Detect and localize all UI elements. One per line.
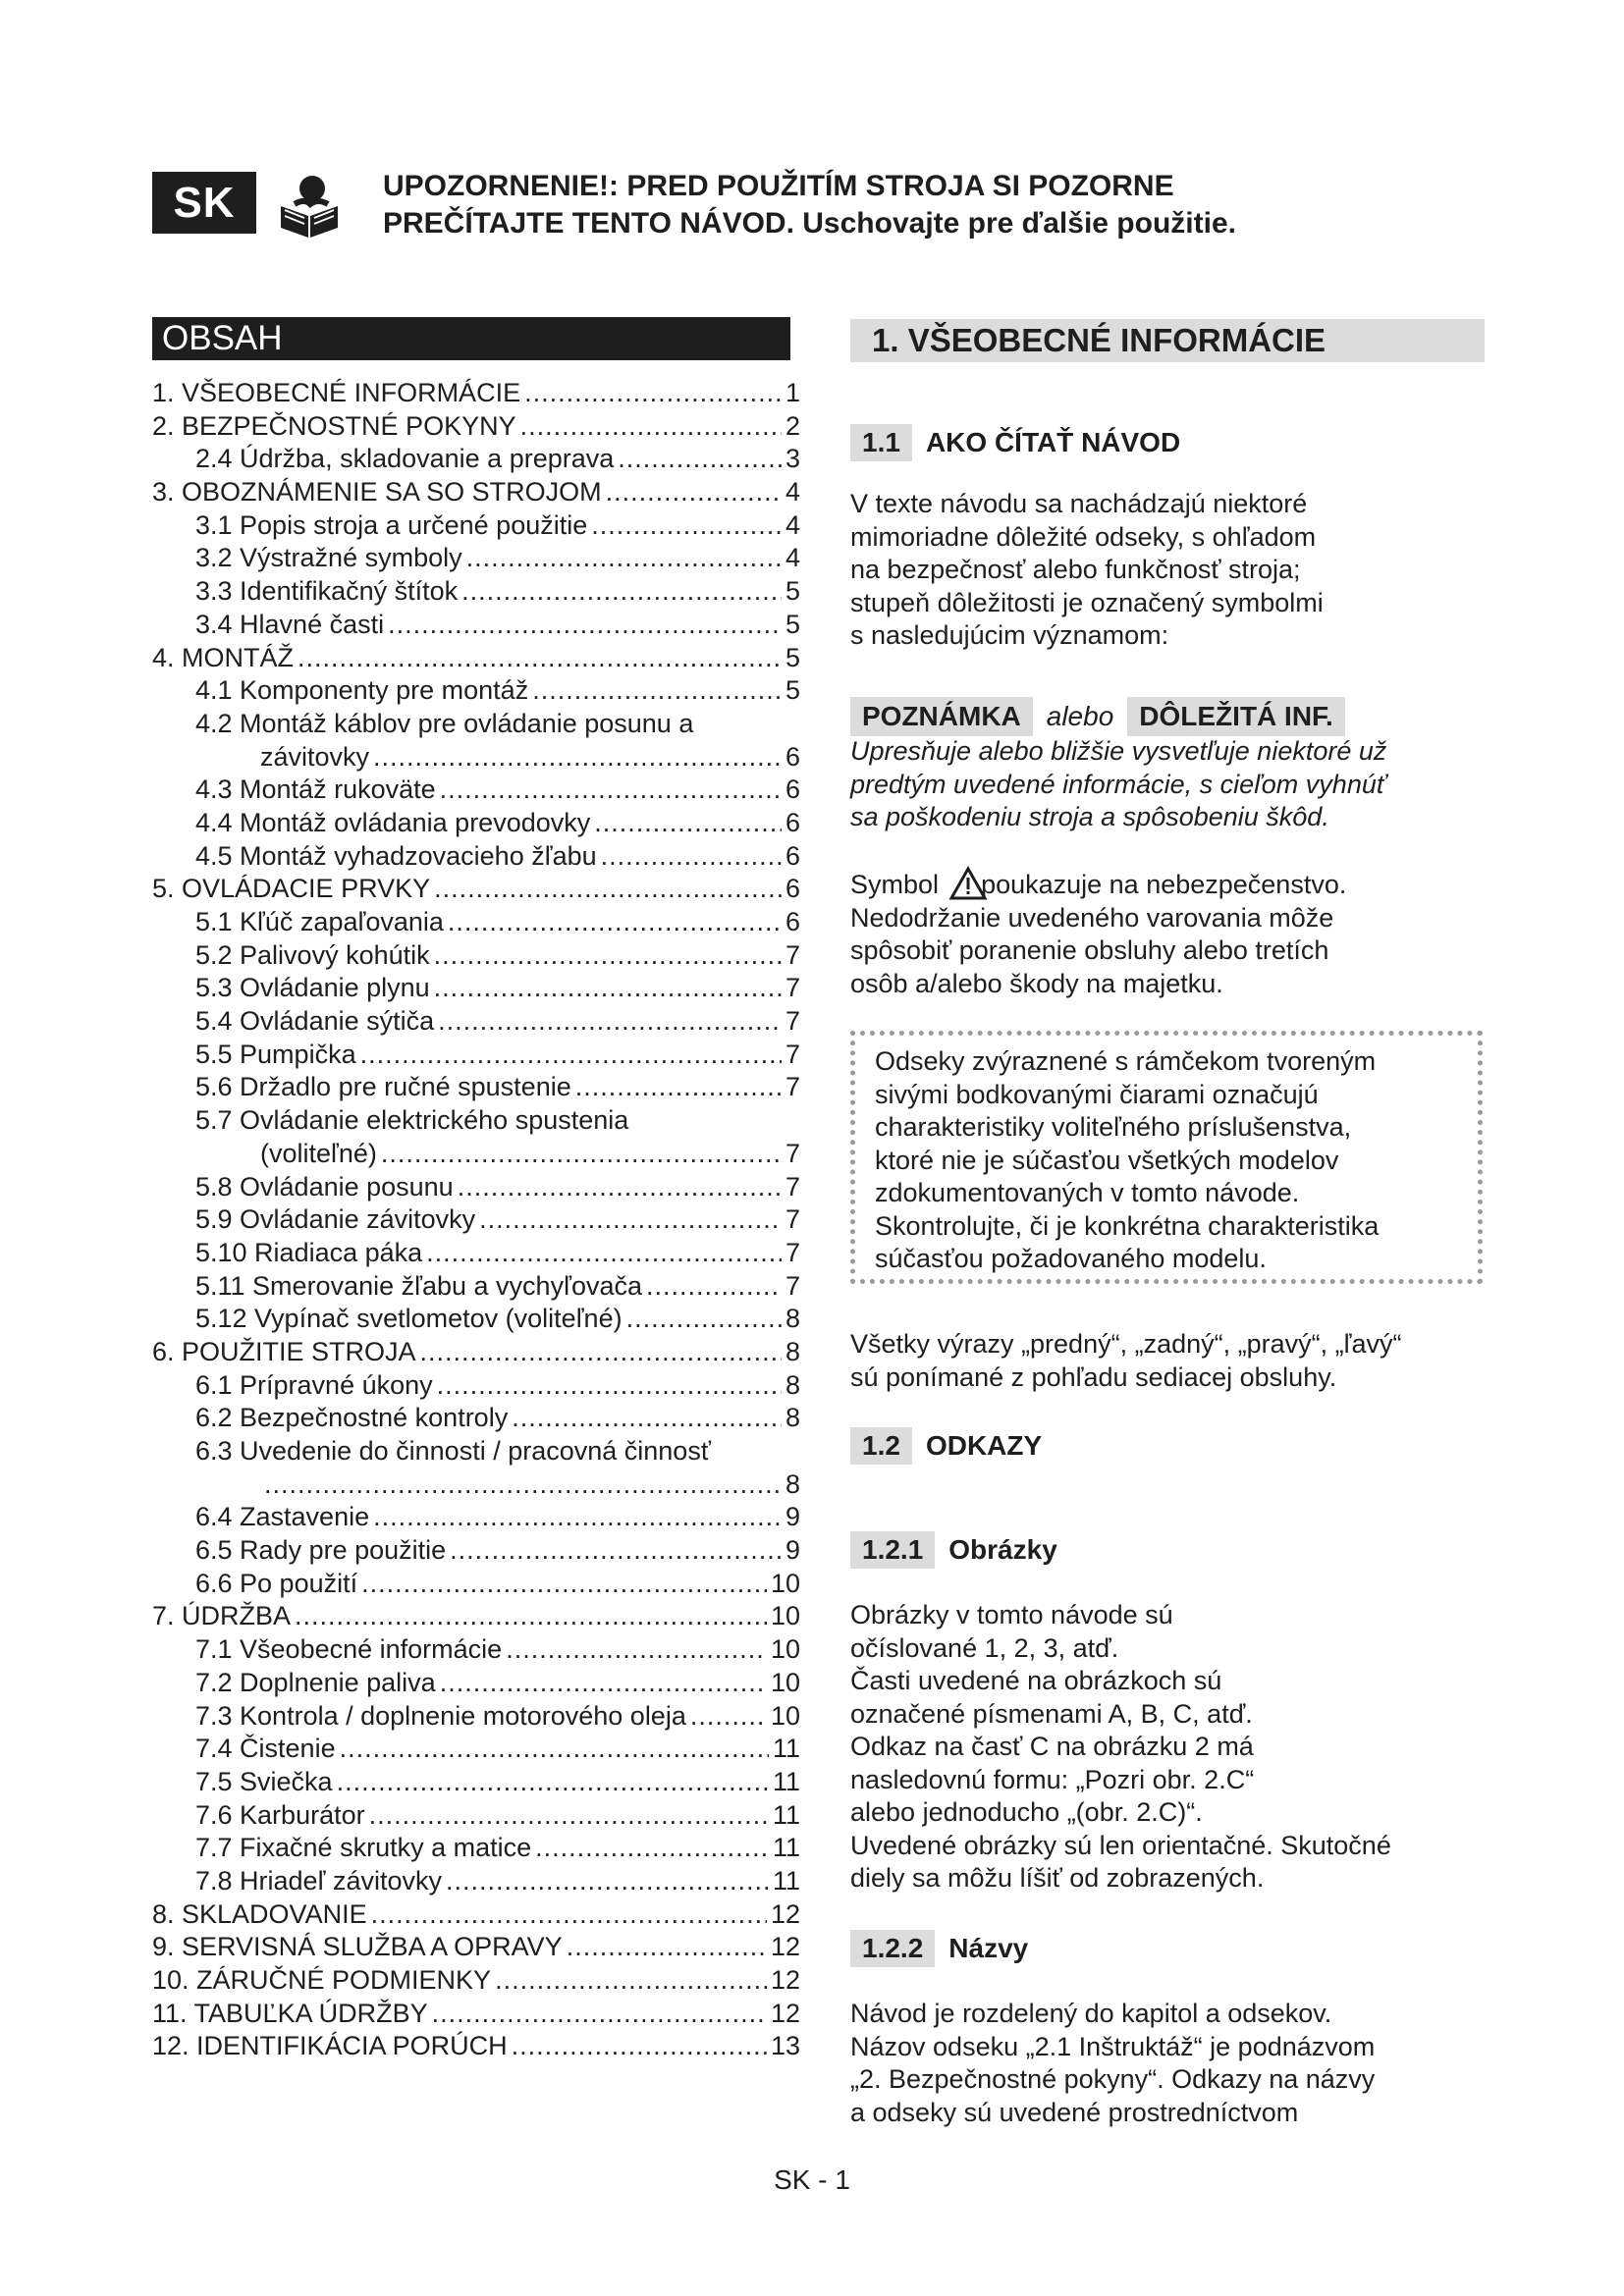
toc-entry-title: 7.2 Doplnenie paliva	[195, 1667, 436, 1697]
toc-entry[interactable]	[152, 906, 800, 939]
toc-entry-title: 6.1 Prípravné úkony	[195, 1369, 433, 1400]
toc-leader-dots	[434, 939, 782, 973]
toc-entry[interactable]	[152, 939, 800, 973]
toc-entry[interactable]	[152, 642, 800, 675]
toc-entry[interactable]	[152, 1039, 800, 1072]
toc-entry[interactable]	[152, 1270, 800, 1304]
text-line: sú ponímané z pohľadu sediacej obsluhy.	[850, 1362, 1337, 1392]
text-line: V texte návodu sa nachádzajú niektoré	[850, 489, 1308, 518]
text-line: sivými bodkovanými čiarami označujú	[875, 1079, 1319, 1109]
toc-entry-page: 10	[770, 1700, 800, 1731]
toc-entry-title: 6.6 Po použití	[195, 1568, 358, 1598]
toc-entry-page: 11	[772, 1766, 800, 1796]
toc-entry-title: 2. BEZPEČNOSTNÉ POKYNY	[152, 410, 516, 441]
toc-entry[interactable]	[152, 1435, 800, 1468]
toc-entry-title: 1. VŠEOBECNÉ INFORMÁCIE	[152, 378, 521, 407]
toc-entry-page: 11	[772, 1833, 800, 1863]
toc-entry[interactable]	[152, 1766, 800, 1799]
toc-entry[interactable]	[152, 1005, 800, 1039]
toc-entry[interactable]	[152, 1931, 800, 1964]
section-1-1-paragraph	[850, 488, 1479, 653]
toc-entry-title: 7.4 Čistenie	[195, 1734, 336, 1764]
toc-entry-page: 7	[785, 1204, 800, 1235]
toc-entry[interactable]	[152, 1303, 800, 1336]
text-line: „2. Bezpečnostné pokyny“. Odkazy na názvy	[850, 2064, 1376, 2094]
toc-leader-dots	[369, 1799, 769, 1833]
toc-entry-page: 8	[785, 1304, 800, 1334]
toc-entry-page: 2	[785, 410, 800, 441]
toc-entry-page: 5	[785, 576, 800, 607]
important-label: DÔLEŽITÁ INF.	[1127, 697, 1345, 736]
toc-entry-title: 4.4 Montáž ovládania prevodovky	[195, 807, 591, 837]
text-line: Názov odseku „2.1 Inštruktáž“ je podnázvom	[850, 2031, 1376, 2061]
toc-entry-title: 5. OVLÁDACIE PRVKY	[152, 874, 431, 904]
toc-leader-dots	[646, 1270, 782, 1304]
toc-leader-dots	[458, 1171, 782, 1204]
toc-entry-title: 10. ZÁRUČNÉ PODMIENKY	[152, 1965, 492, 1995]
toc-entry[interactable]	[152, 377, 800, 410]
toc-entry[interactable]	[152, 1832, 800, 1865]
toc-entry-page: 10	[770, 1568, 800, 1598]
toc-entry[interactable]	[152, 1998, 800, 2031]
toc-entry-title: 8. SKLADOVANIE	[152, 1898, 367, 1929]
toc-leader-dots	[373, 741, 782, 774]
toc-leader-dots	[532, 674, 782, 708]
text-line: s nasledujúcim významom:	[850, 620, 1169, 650]
section-1-2-1-title: Obrázky	[948, 1534, 1057, 1565]
toc-entry[interactable]	[152, 1865, 800, 1898]
text-line: stupeň dôležitosti je označený symbolmi	[850, 587, 1324, 617]
toc-entry-title: 7.1 Všeobecné informácie	[195, 1634, 503, 1665]
page-number: SK - 1	[774, 2164, 850, 2195]
toc-leader-dots	[440, 774, 782, 807]
toc-entry-page: 5	[785, 609, 800, 639]
toc-entry-page: 6	[785, 774, 800, 805]
toc-leader-dots	[381, 1138, 782, 1171]
text-line: alebo jednoducho „(obr. 2.C)“.	[850, 1797, 1203, 1827]
toc-leader-dots	[440, 1667, 767, 1700]
toc-entry[interactable]	[152, 972, 800, 1005]
toc-entry-page: 11	[772, 1799, 800, 1830]
toc-entry[interactable]	[152, 1568, 800, 1601]
toc-entry-page: 9	[785, 1502, 800, 1532]
toc-leader-dots	[438, 1005, 782, 1039]
toc-entry-title: 4.2 Montáž káblov pre ovládanie posunu a	[195, 708, 694, 738]
toc-entry-page: 7	[785, 1270, 800, 1301]
toc-entry-title: 3. OBOZNÁMENIE SA SO STROJOM	[152, 477, 602, 507]
toc-entry-page: 6	[785, 840, 800, 871]
toc-leader-dots	[479, 1203, 782, 1237]
toc-entry[interactable]	[152, 1104, 800, 1138]
toc-leader-dots	[495, 1964, 767, 1998]
text-line: nasledovnú formu: „Pozri obr. 2.C“	[850, 1764, 1255, 1794]
toc-entry-page: 10	[770, 1667, 800, 1697]
toc-entry-page: 5	[785, 675, 800, 706]
toc-leader-dots	[575, 1071, 782, 1104]
toc-leader-dots	[601, 840, 782, 874]
toc-entry[interactable]	[152, 1700, 800, 1734]
toc-entry[interactable]	[152, 1600, 800, 1633]
toc-entry[interactable]	[152, 542, 800, 575]
toc-entry-title: 7.7 Fixačné skrutky a matice	[195, 1833, 532, 1863]
toc-entry-page: 8	[785, 1336, 800, 1366]
toc-entry[interactable]	[152, 674, 800, 708]
toc-entry[interactable]	[152, 1138, 800, 1171]
toc-leader-dots	[437, 1369, 782, 1403]
toc-entry[interactable]	[152, 1071, 800, 1104]
toc-entry[interactable]	[152, 2030, 800, 2063]
text-line: charakteristiky voliteľného príslušenstva,	[875, 1112, 1352, 1142]
toc-entry-page: 7	[785, 1006, 800, 1037]
toc-entry-page: 3	[785, 444, 800, 474]
toc-entry-title: 6. POUŽITIE STROJA	[152, 1336, 416, 1366]
toc-entry[interactable]	[152, 1633, 800, 1667]
toc-entry[interactable]	[152, 1733, 800, 1766]
toc-leader-dots	[373, 1501, 782, 1534]
toc-entry-page: 7	[785, 1171, 800, 1201]
text-line: osôb a/alebo škody na majetku.	[850, 968, 1223, 998]
toc-entry[interactable]	[152, 1203, 800, 1237]
toc-leader-dots	[426, 1237, 782, 1270]
toc-leader-dots	[450, 1534, 782, 1568]
toc-entry-title: 5.11 Smerovanie žľabu a vychyľovača	[195, 1270, 642, 1301]
symbol-paragraph	[850, 866, 1479, 1000]
toc-entry-title: 4.1 Komponenty pre montáž	[195, 675, 529, 706]
warning-line-2: PREČÍTAJTE TENTO NÁVOD. Uschovajte pre ďalšie použitie.	[383, 207, 1236, 240]
toc-entry-title: 5.12 Vypínač svetlometov (voliteľné)	[195, 1304, 623, 1334]
toc-leader-dots	[434, 873, 782, 906]
toc-entry[interactable]	[152, 1468, 800, 1502]
toc-entry[interactable]	[152, 807, 800, 840]
toc-entry-title: 5.1 Kľúč zapaľovania	[195, 907, 444, 936]
toc-entry[interactable]	[152, 1171, 800, 1204]
toc-leader-dots	[298, 642, 782, 675]
toc-entry[interactable]	[152, 840, 800, 874]
section-1-2-2-title: Názvy	[948, 1933, 1029, 1963]
toc-leader-dots	[340, 1733, 769, 1766]
toc-entry-page: 9	[785, 1535, 800, 1566]
section-1-2-1-paragraph	[850, 1599, 1479, 1896]
toc-entry-title: 4.3 Montáž rukoväte	[195, 774, 436, 805]
toc-entry-page: 12	[770, 1898, 800, 1929]
section-1-2-1-heading	[850, 1531, 1057, 1569]
toc-entry[interactable]	[152, 575, 800, 609]
text-line: súčasťou požadovaného modelu.	[875, 1244, 1267, 1273]
toc-entry-page: 4	[785, 509, 800, 540]
text-line: Nedodržanie uvedeného varovania môže	[850, 902, 1334, 933]
toc-entry-page: 7	[785, 1138, 800, 1168]
toc-entry-page: 5	[785, 642, 800, 672]
toc-entry-title: 6.2 Bezpečnostné kontroly	[195, 1403, 509, 1433]
toc-entry[interactable]	[152, 509, 800, 543]
toc-entry-title: 5.8 Ovládanie posunu	[195, 1171, 454, 1201]
text-line: a odseky sú uvedené prostredníctvom	[850, 2097, 1299, 2127]
note-or: alebo	[1046, 701, 1114, 731]
text-line: Časti uvedené na obrázkoch sú	[850, 1666, 1222, 1695]
toc-entry-page: 7	[785, 973, 800, 1003]
toc-leader-dots	[432, 1998, 767, 2031]
toc-entry-page: 8	[785, 1468, 800, 1499]
text-line: ktoré nie je súčasťou všetkých modelov	[875, 1145, 1339, 1175]
toc-leader-dots	[606, 476, 782, 509]
toc-entry[interactable]	[152, 1402, 800, 1435]
toc-entry-title: 7.8 Hriadeľ závitovky	[195, 1865, 442, 1896]
toc-entry-page: 12	[770, 1965, 800, 1995]
toc-entry[interactable]	[152, 1964, 800, 1998]
toc-entry[interactable]	[152, 1336, 800, 1369]
toc-entry-title: 7. ÚDRŽBA	[152, 1601, 292, 1631]
symbol-word: Symbol	[850, 870, 940, 899]
section-1-2-1-number: 1.2.1	[850, 1531, 935, 1569]
toc-entry-page: 7	[785, 939, 800, 970]
text-line: zdokumentovaných v tomto návode.	[875, 1178, 1300, 1207]
toc-leader-dots	[690, 1700, 767, 1734]
text-line: predtým uvedené informácie, s cieľom vyhnúť	[850, 769, 1386, 799]
toc-leader-dots	[434, 972, 782, 1005]
toc-leader-dots	[512, 2030, 767, 2063]
toc-entry[interactable]	[152, 1369, 800, 1403]
toc-list	[152, 377, 800, 2063]
note-paragraph	[850, 735, 1479, 834]
text-line: mimoriadne dôležité odseky, s ohľadom	[850, 521, 1317, 552]
toc-entry[interactable]	[152, 410, 800, 444]
toc-entry-title: 11. TABUĽKA ÚDRŽBY	[152, 1998, 428, 2028]
toc-entry-page: 13	[770, 2031, 800, 2061]
toc-entry-page: 8	[785, 1369, 800, 1400]
toc-entry-page: 6	[785, 907, 800, 936]
read-manual-icon	[275, 169, 344, 240]
text-line: Obrázky v tomto návode sú	[850, 1600, 1173, 1629]
section-1-2-2-number: 1.2.2	[850, 1930, 935, 1967]
toc-entry-title: závitovky	[260, 741, 370, 772]
toc-leader-dots	[420, 1336, 782, 1369]
toc-entry-title: 9. SERVISNÁ SLUŽBA A OPRAVY	[152, 1932, 563, 1962]
text-line: na bezpečnosť alebo funkčnosť stroja;	[850, 555, 1301, 584]
toc-leader-dots	[371, 1898, 767, 1932]
toc-entry-title: 2.4 Údržba, skladovanie a preprava	[195, 444, 615, 474]
toc-leader-dots	[337, 1766, 769, 1799]
warning-line-1: UPOZORNENIE!: PRED POUŽITÍM STROJA SI POZORNE	[383, 170, 1174, 202]
toc-leader-dots	[506, 1633, 767, 1667]
toc-leader-dots	[535, 1832, 769, 1865]
toc-entry[interactable]	[152, 443, 800, 476]
toc-entry[interactable]	[152, 1237, 800, 1270]
toc-entry-title: 4. MONTÁŽ	[152, 642, 295, 672]
toc-entry-title: 6.3 Uvedenie do činnosti / pracovná činnosť	[195, 1436, 711, 1466]
toc-entry-title: 4.5 Montáž vyhadzovacieho žľabu	[195, 840, 597, 871]
toc-entry-page: 10	[770, 1634, 800, 1665]
toc-entry[interactable]	[152, 1898, 800, 1932]
toc-entry-page: 12	[770, 1998, 800, 2028]
toc-entry[interactable]	[152, 1534, 800, 1568]
toc-leader-dots	[524, 377, 782, 410]
toc-entry-title: 3.2 Výstražné symboly	[195, 543, 462, 573]
text-line: Skontrolujte, či je konkrétna charakteristika	[875, 1210, 1380, 1241]
toc-entry[interactable]	[152, 609, 800, 642]
toc-leader-dots	[512, 1402, 782, 1435]
symbol-line	[850, 866, 1479, 902]
toc-entry-title: 5.7 Ovládanie elektrického spustenia	[195, 1105, 629, 1136]
toc-leader-dots	[466, 542, 782, 575]
toc-entry-page: 12	[770, 1932, 800, 1962]
section-1-1-number: 1.1	[850, 424, 912, 461]
toc-entry-page: 6	[785, 741, 800, 772]
toc-leader-dots	[461, 575, 782, 609]
section-1-2-number: 1.2	[850, 1427, 912, 1465]
toc-entry-title: 5.2 Palivový kohútik	[195, 939, 430, 970]
toc-entry[interactable]	[152, 774, 800, 807]
toc-title: OBSAH	[152, 317, 790, 360]
section-1-2-title: ODKAZY	[925, 1430, 1043, 1461]
toc-entry-title: 6.4 Zastavenie	[195, 1502, 370, 1532]
toc-leader-dots	[446, 1865, 769, 1898]
toc-entry-title: (voliteľné)	[260, 1138, 377, 1168]
toc-entry-title: 7.3 Kontrola / doplnenie motorového oleja	[195, 1700, 686, 1731]
toc-entry-page: 4	[785, 543, 800, 573]
language-badge: SK	[152, 172, 256, 234]
toc-entry-title: 5.10 Riadiaca páka	[195, 1237, 423, 1267]
toc-leader-dots	[520, 410, 782, 444]
text-line: očíslované 1, 2, 3, atď.	[850, 1632, 1119, 1663]
toc-entry-page: 8	[785, 1403, 800, 1433]
toc-entry-title: 5.9 Ovládanie závitovky	[195, 1204, 476, 1235]
text-line: diely sa môžu líšiť od zobrazených.	[850, 1863, 1265, 1893]
text-line: Odkaz na časť C na obrázku 2 má	[850, 1732, 1254, 1761]
text-line: sa poškodeniu stroja a spôsobeniu škôd.	[850, 802, 1329, 831]
toc-entry-title: 5.4 Ovládanie sýtiča	[195, 1006, 435, 1037]
toc-entry-page: 1	[785, 378, 800, 407]
text-line: označené písmenami A, B, C, atď.	[850, 1698, 1253, 1729]
toc-leader-dots	[388, 609, 782, 642]
text-line: Upresňuje alebo bližšie vysvetľuje niektoré už	[850, 736, 1387, 766]
toc-entry[interactable]	[152, 1667, 800, 1700]
toc-entry-title: 7.5 Sviečka	[195, 1766, 333, 1796]
warning-title	[383, 168, 1561, 242]
toc-entry[interactable]	[152, 708, 800, 741]
text-line: Uvedené obrázky sú len orientačné. Skutočné	[850, 1830, 1391, 1860]
toc-leader-dots	[618, 443, 782, 476]
toc-leader-dots	[594, 807, 782, 840]
section-1-1-heading	[850, 424, 1180, 461]
toc-entry-page: 10	[770, 1601, 800, 1631]
toc-entry-page: 11	[772, 1734, 800, 1764]
toc-entry-page: 7	[785, 1039, 800, 1069]
toc-leader-dots	[591, 509, 782, 543]
toc-entry-page: 7	[785, 1072, 800, 1102]
toc-entry[interactable]	[152, 741, 800, 774]
toc-entry-title: 5.3 Ovládanie plynu	[195, 973, 430, 1003]
toc-entry-page: 6	[785, 874, 800, 904]
toc-leader-dots	[295, 1600, 767, 1633]
text-line: Všetky výrazy „predný“, „zadný“, „pravý“, „ľavý“	[850, 1329, 1402, 1359]
optional-features-box	[850, 1031, 1483, 1284]
toc-leader-dots	[448, 906, 782, 939]
section-1-1-title: AKO ČÍTAŤ NÁVOD	[925, 427, 1181, 457]
toc-entry-title: 5.6 Držadlo pre ručné spustenie	[195, 1072, 571, 1102]
section-1-2-2-heading	[850, 1930, 1028, 1967]
toc-entry[interactable]	[152, 1799, 800, 1833]
toc-entry[interactable]	[152, 1501, 800, 1534]
toc-leader-dots	[264, 1468, 782, 1502]
toc-leader-dots	[360, 1039, 782, 1072]
text-line: Návod je rozdelený do kapitol a odsekov.	[850, 1999, 1332, 2028]
toc-leader-dots	[626, 1303, 782, 1336]
toc-entry-title: 5.5 Pumpička	[195, 1039, 356, 1069]
toc-entry-page: 4	[785, 477, 800, 507]
terms-paragraph	[850, 1328, 1479, 1394]
text-line: spôsobiť poranenie obsluhy alebo tretích	[850, 935, 1329, 965]
toc-leader-dots	[361, 1568, 767, 1601]
toc-entry[interactable]	[152, 873, 800, 906]
toc-entry-page: 6	[785, 807, 800, 837]
section-1-2-2-paragraph	[850, 1998, 1479, 2129]
toc-entry[interactable]	[152, 476, 800, 509]
toc-entry-title: 12. IDENTIFIKÁCIA PORÚCH	[152, 2031, 508, 2061]
symbol-rest: poukazuje na nebezpečenstvo.	[981, 870, 1347, 899]
toc-entry-title: 3.1 Popis stroja a určené použitie	[195, 509, 588, 540]
text-line: Odseky zvýraznené s rámčekom tvoreným	[875, 1046, 1377, 1076]
note-label: POZNÁMKA	[850, 697, 1033, 736]
note-labels	[850, 697, 1345, 736]
toc-leader-dots	[567, 1931, 767, 1964]
toc-entry-title: 7.6 Karburátor	[195, 1799, 365, 1830]
toc-entry-page: 11	[772, 1865, 800, 1896]
section-1-2-heading	[850, 1427, 1042, 1465]
toc-entry-title: 3.4 Hlavné časti	[195, 609, 385, 639]
toc-entry-title: 3.3 Identifikačný štítok	[195, 576, 459, 607]
toc-entry-page: 7	[785, 1237, 800, 1267]
toc-entry-title: 6.5 Rady pre použitie	[195, 1535, 447, 1566]
section-1-title: 1. VŠEOBECNÉ INFORMÁCIE	[850, 319, 1485, 362]
